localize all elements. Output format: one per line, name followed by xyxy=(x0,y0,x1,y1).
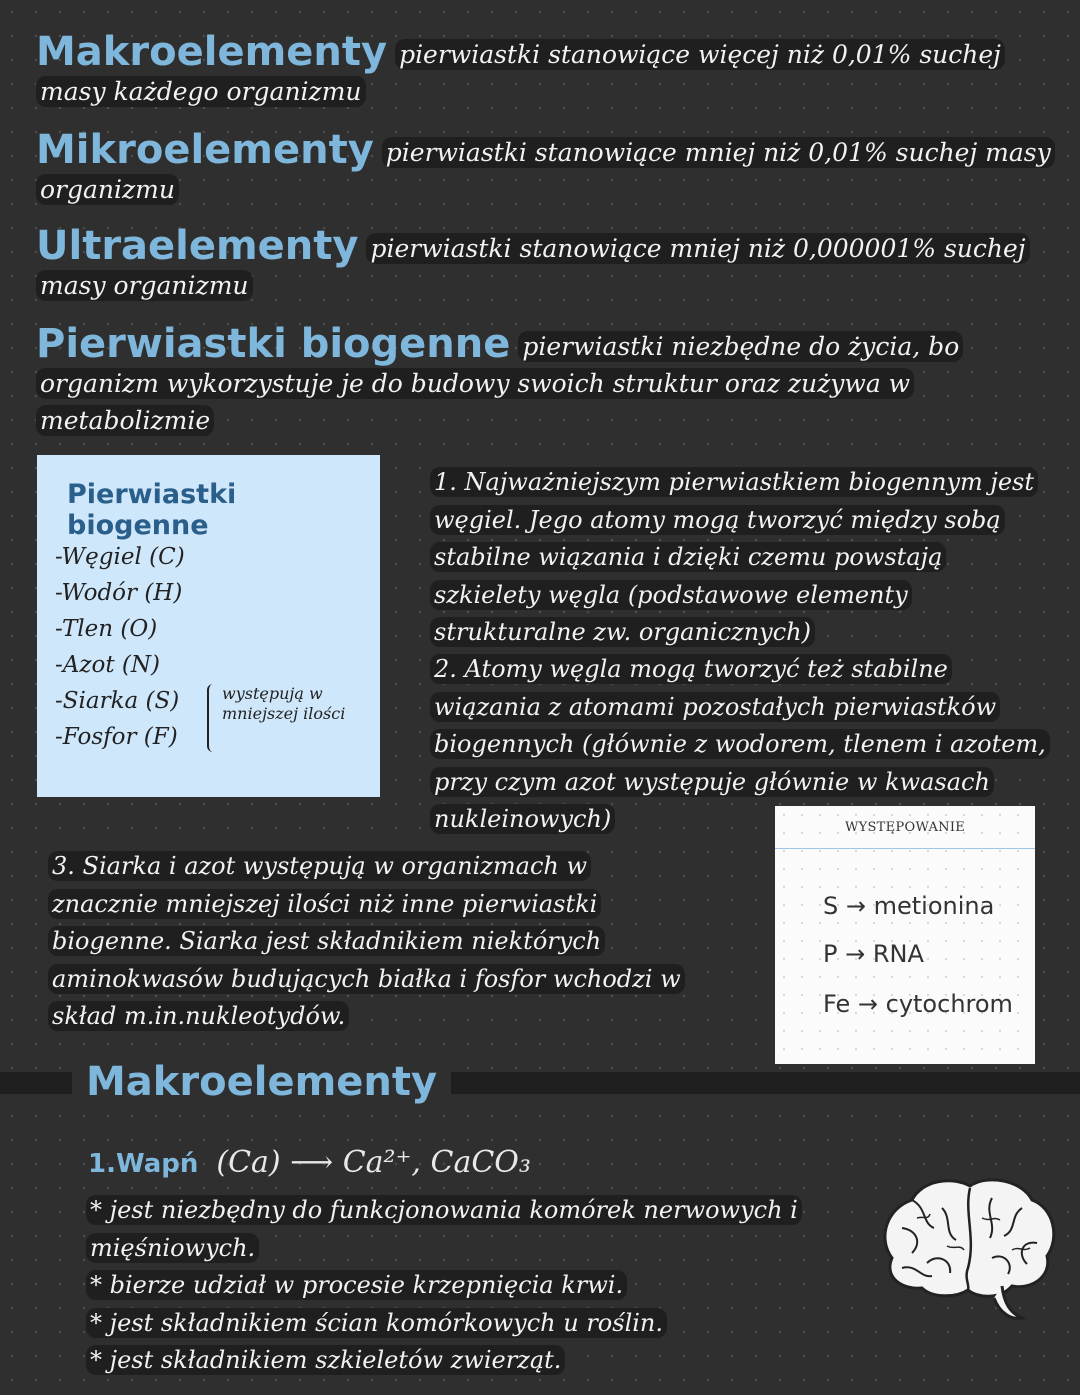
definition-ultraelementy xyxy=(36,223,1056,304)
definition-pierwiastki-biogenne xyxy=(36,321,1056,439)
section-title: Makroelementy xyxy=(72,1052,451,1112)
biogenic-list xyxy=(55,539,185,755)
occurrence-row: P → RNA xyxy=(823,940,924,968)
list-item: -Fosfor (F) xyxy=(55,724,178,750)
bullet-item xyxy=(86,1267,886,1305)
list-item: -Tlen (O) xyxy=(55,616,158,642)
paragraph-3 xyxy=(48,848,698,1036)
calcium-formula: (Ca) ⟶ Ca²⁺, CaCO₃ xyxy=(216,1145,531,1180)
term-pierwiastki-biogenne: Pierwiastki biogenne xyxy=(36,321,511,367)
paragraph-text: 1. Najważniejszym pierwiastkiem biogennym jest węgiel. Jego atomy mogą tworzyć między sobą stabilne wiązania i dzięki czemu powstają szkielety węgla (podstawowe elementy strukturalne zw. organicznych) xyxy=(430,467,1038,647)
box-title: Pierwiastki biogenne xyxy=(67,479,237,541)
list-item: -Siarka (S) xyxy=(55,688,180,714)
calcium-bullets xyxy=(86,1192,886,1380)
term-mikroelementy: Mikroelementy xyxy=(36,127,374,173)
calcium-heading xyxy=(88,1145,531,1180)
paragraph-1 xyxy=(430,464,1055,652)
definition-makroelementy xyxy=(36,29,1056,110)
paragraph-text: 3. Siarka i azot występują w organizmach w znacznie mniejszej ilości niż inne pierwiastki biogenne. Siarka jest składnikiem niektórych aminokwasów budujących białka i fosfor wchodzi w skład m.in.nukleotydów. xyxy=(48,851,685,1031)
definition-mikroelementy xyxy=(36,127,1056,208)
occurrence-box xyxy=(775,806,1035,1064)
paragraph-text: 2. Atomy węgla mogą tworzyć też stabilne wiązania z atomami pozostałych pierwiastków biogennych (głównie z wodorem, tlenem i azotem, przy czym azot występuje głównie w kwasach nukleinowych) xyxy=(430,654,1050,834)
bullet-text: * jest niezbędny do funkcjonowania komórek nerwowych i mięśniowych. xyxy=(86,1195,802,1263)
bullet-item xyxy=(86,1342,886,1380)
definition-text: pierwiastki niezbędne do życia, bo organizm wykorzystuje je do budowy swoich struktur oraz zużywa w metabolizmie xyxy=(36,331,963,436)
term-makroelementy: Makroelementy xyxy=(36,29,388,75)
bullet-text: * bierze udział w procesie krzepnięcia krwi. xyxy=(86,1270,627,1300)
definition-text: pierwiastki stanowiące mniej niż 0,01% suchej masy organizmu xyxy=(36,137,1055,205)
definition-text: pierwiastki stanowiące więcej niż 0,01% suchej masy każdego organizmu xyxy=(36,39,1005,107)
calcium-label: 1.Wapń xyxy=(88,1149,199,1179)
bullet-text: * jest składnikiem ścian komórkowych u roślin. xyxy=(86,1308,667,1338)
bullet-item xyxy=(86,1305,886,1343)
list-item: -Azot (N) xyxy=(55,652,160,678)
list-item: -Węgiel (C) xyxy=(55,544,185,570)
brain-icon xyxy=(872,1168,1062,1328)
bullet-item xyxy=(86,1192,886,1267)
divider xyxy=(775,848,1035,849)
definition-text: pierwiastki stanowiące mniej niż 0,000001% suchej masy organizmu xyxy=(36,233,1030,301)
term-ultraelementy: Ultraelementy xyxy=(36,223,359,269)
occurrence-row: S → metionina xyxy=(823,892,995,920)
brace-note: występują w mniejszej ilości xyxy=(222,684,346,723)
occurrence-row: Fe → cytochrom xyxy=(823,990,1013,1018)
brace xyxy=(207,684,219,752)
list-item: -Wodór (H) xyxy=(55,580,183,606)
bullet-text: * jest składnikiem szkieletów zwierząt. xyxy=(86,1345,565,1375)
occurrence-title: WYSTĘPOWANIE xyxy=(844,820,966,835)
